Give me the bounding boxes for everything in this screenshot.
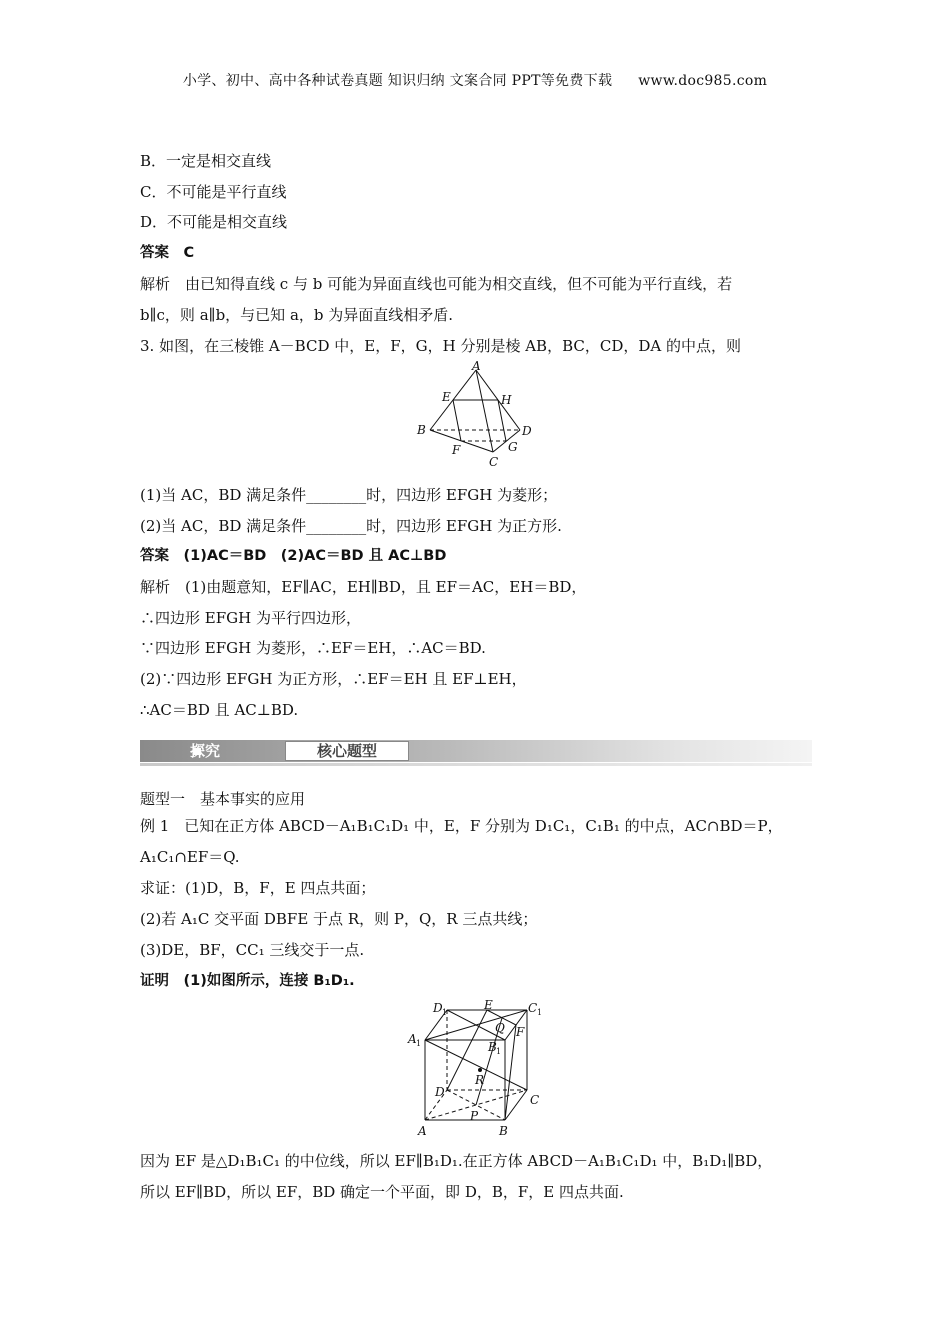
point-r-dot	[478, 1068, 482, 1072]
label-a: A	[472, 360, 481, 373]
label-c: C	[489, 455, 499, 469]
option-c: C．不可能是平行直线	[140, 183, 287, 201]
proof-line2: 所以 EF∥BD，所以 EF，BD 确定一个平面，即 D，B，F，E 四点共面.	[140, 1183, 624, 1201]
label-b1: B	[488, 1040, 497, 1054]
label-c1: C	[528, 1001, 538, 1015]
label-q: Q	[495, 1021, 505, 1035]
label-a: A	[418, 1124, 427, 1138]
analysis-3-line1: 解析 (1)由题意知，EF∥AC，EH∥BD，且 EF＝AC，EH＝BD，	[140, 578, 587, 596]
banner-right-label: 核心题型	[285, 741, 409, 761]
label-a1-sub: 1	[416, 1039, 422, 1048]
header-title: 小学、初中、高中各种试卷真题 知识归纳 文案合同 PPT等免费下载	[182, 73, 613, 89]
label-e: E	[442, 390, 451, 404]
question-3-part2: (2)当 AC，BD 满足条件________时，四边形 EFGH 为正方形.	[140, 517, 562, 535]
label-a1: A	[408, 1032, 417, 1046]
label-c1-sub: 1	[537, 1008, 543, 1017]
proof-line1: 因为 EF 是△D₁B₁C₁ 的中位线，所以 EF∥B₁D₁.在正方体 ABCD－A₁B₁C₁D₁ 中，B₁D₁∥BD，	[140, 1152, 773, 1170]
label-f: F	[452, 443, 461, 457]
label-e2: E	[484, 998, 493, 1012]
proof-goal: 求证：(1)D，B，F，E 四点共面；	[140, 879, 376, 897]
analysis-3-line3: ∵四边形 EFGH 为菱形，∴EF＝EH，∴AC＝BD.	[140, 639, 486, 657]
label-p: P	[470, 1109, 479, 1123]
label-g: G	[508, 440, 518, 454]
example-1-line2: A₁C₁∩EF＝Q.	[140, 848, 240, 866]
analysis-3-line4: (2)∵四边形 EFGH 为正方形，∴EF＝EH 且 EF⊥EH，	[140, 670, 527, 688]
section-banner	[140, 740, 812, 766]
page-header	[0, 70, 950, 90]
label-f2: F	[516, 1025, 525, 1039]
banner-left-label: 探究	[190, 742, 221, 760]
option-b: B．一定是相交直线	[140, 152, 272, 170]
label-d: D	[522, 424, 532, 438]
tetrahedron-figure	[405, 360, 545, 475]
label-r: R	[475, 1073, 485, 1087]
option-d: D．不可能是相交直线	[140, 213, 288, 231]
label-d: D	[435, 1085, 445, 1099]
proof-goal-2: (2)若 A₁C 交平面 DBFE 于点 R，则 P，Q，R 三点共线；	[140, 910, 538, 928]
label-b: B	[417, 423, 426, 437]
answer-3: 答案 (1)AC＝BD (2)AC＝BD 且 AC⊥BD	[140, 548, 447, 564]
analysis-2-line2: b∥c，则 a∥b，与已知 a，b 为异面直线相矛盾.	[140, 306, 454, 324]
analysis-3-line5: ∴AC＝BD 且 AC⊥BD.	[140, 701, 299, 719]
label-d1-sub: 1	[442, 1008, 448, 1017]
label-c: C	[530, 1093, 540, 1107]
example-1-line1: 例 1 已知在正方体 ABCD－A₁B₁C₁D₁ 中，E，F 分别为 D₁C₁，C₁B₁ 的中点，AC∩BD＝P，	[140, 817, 783, 835]
analysis-2-line1: 解析 由已知得直线 c 与 b 可能为异面直线也可能为相交直线，但不可能为平行直线，若	[140, 275, 733, 293]
label-b1-sub: 1	[496, 1047, 502, 1056]
cube-figure	[400, 996, 560, 1140]
label-b: B	[499, 1124, 508, 1138]
label-h: H	[501, 393, 512, 407]
proof-start: 证明 (1)如图所示，连接 B₁D₁.	[140, 973, 355, 989]
label-d1: D	[433, 1001, 443, 1015]
analysis-3-line2: ∴四边形 EFGH 为平行四边形，	[140, 609, 361, 627]
answer-2: 答案 C	[140, 245, 195, 261]
question-3-part1: (1)当 AC，BD 满足条件________时，四边形 EFGH 为菱形；	[140, 486, 558, 504]
edge-ef	[453, 400, 461, 441]
proof-goal-3: (3)DE，BF，CC₁ 三线交于一点.	[140, 941, 365, 959]
header-site: www.doc985.com	[638, 73, 768, 89]
topic-title: 题型一 基本事实的应用	[140, 790, 306, 808]
question-3: 3. 如图，在三棱锥 A－BCD 中，E，F，G，H 分别是棱 AB，BC，CD，DA 的中点，则	[140, 337, 741, 355]
